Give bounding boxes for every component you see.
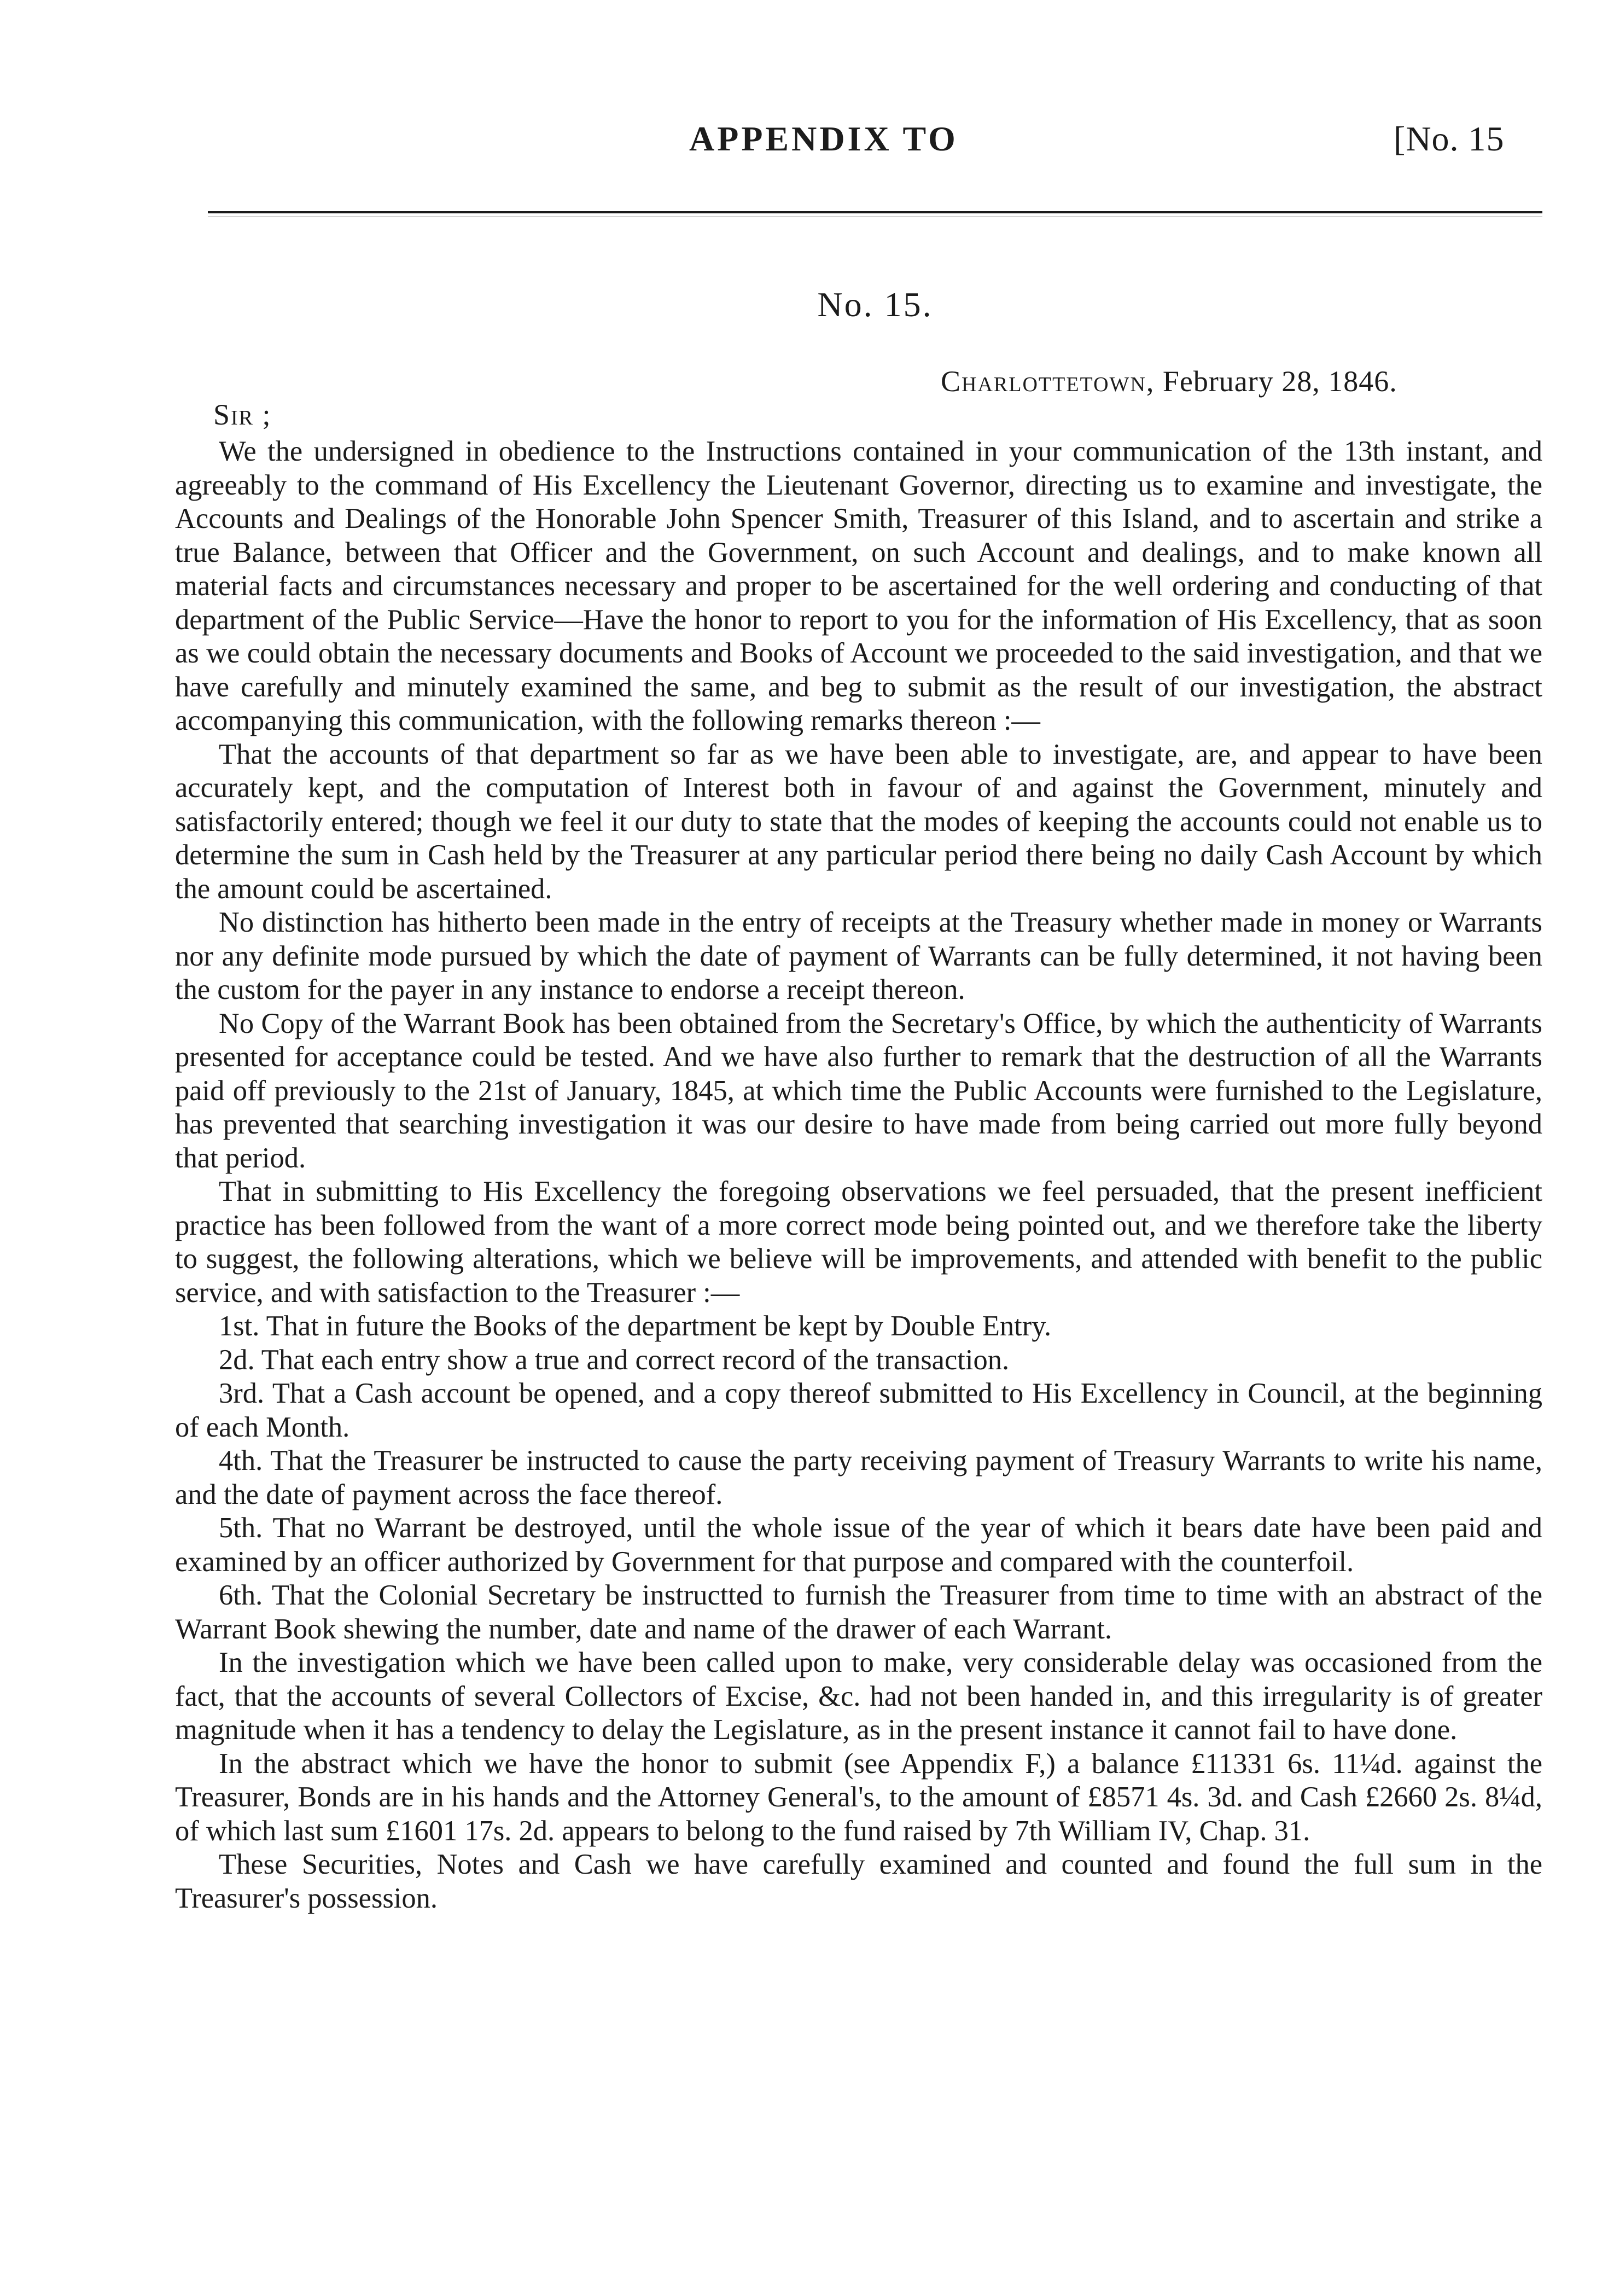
paragraph-intro: We the undersigned in obedience to the Instructions contained in your communication of the 13th instant, and agreeably to the command of His Excellency the Lieutenant Governor, directing us to examine and investigate, the Accounts and Dealings of the Honorable John Spencer Smith, Treasurer of this Island, and to ascertain and strike a true Balance, between that Officer and the Government, on such Account and dealings, and to make known all material facts and circumstances necessary and proper to be ascertained for the well ordering and conducting of that department of the Public Service—Have the honor to report to you for the information of His Excellency, that as soon as we could obtain the necessary documents and Books of Account we proceeded to the said investigation, and that we have carefully and minutely examined the same, and beg to submit as the result of our investigation, the abstract accompanying this communication, with the following remarks thereon :— (175, 435, 1542, 736)
paragraph-receipts: No distinction has hitherto been made in the entry of receipts at the Treasury whether made in money or Warrants nor any definite mode pursued by which the date of payment of Warrants can be fully determined, it not having been the custom for the payer in any instance to endorse a receipt thereon. (175, 906, 1542, 1005)
dateline-place: Charlottetown, (941, 365, 1155, 398)
paragraph-securities: These Securities, Notes and Cash we have carefully examined and counted and found the full sum in the Treasurer's possession. (175, 1849, 1542, 1914)
paragraph-balance: In the abstract which we have the honor to submit (see Appendix F,) a balance £11331 6s. 11¼d. against the Treasurer, Bonds are in his hands and the Attorney General's, to the amount of £8571 4s. 3d. and Cash £2660 2s. 8¼d, of which last sum £1601 17s. 2d. appears to belong to the fund raised by 7th William IV, Chap. 31. (175, 1747, 1542, 1847)
running-header (0, 112, 1608, 172)
header-rule (208, 211, 1542, 213)
paragraph-delay: In the investigation which we have been called upon to make, very considerable delay was occasioned from the fact, that the accounts of several Collectors of Excise, &c. had not been handed in, and this irregularity is of greater magnitude when it has a tendency to delay the Legislature, as in the present instance it cannot fail to have done. (175, 1647, 1542, 1746)
dateline-date: February 28, 1846. (1162, 365, 1397, 398)
recommendation-5: 5th. That no Warrant be destroyed, until the whole issue of the year of which it bears date have been paid and examined by an officer authorized by Government for that purpose and compared with the counterfoil. (175, 1512, 1542, 1578)
salutation: Sir ; (213, 398, 272, 431)
recommendation-2: 2d. That each entry show a true and correct record of the transaction. (219, 1344, 1010, 1376)
letter-body (175, 435, 1542, 1915)
dateline (941, 364, 1397, 398)
header-number: [No. 15 (1394, 119, 1505, 158)
paragraph-suggestions: That in submitting to His Excellency the foregoing observations we feel persuaded, that the present inefficient practice has been followed from the want of a more correct mode being pointed out, and we therefore take the liberty to suggest, the following alterations, which we believe will be improvements, and attended with benefit to the public service, and with satisfaction to the Treasurer :— (175, 1176, 1542, 1309)
recommendation-6: 6th. That the Colonial Secretary be instructted to furnish the Treasurer from time to time with an abstract of the Warrant Book shewing the number, date and name of the drawer of each Warrant. (175, 1579, 1542, 1645)
recommendation-3: 3rd. That a Cash account be opened, and a copy thereof submitted to His Excellency in Council, at the beginning of each Month. (175, 1377, 1542, 1443)
header-title: APPENDIX TO (689, 119, 958, 158)
document-number: No. 15. (817, 285, 933, 324)
recommendation-4: 4th. That the Treasurer be instructed to cause the party receiving payment of Treasury Warrants to write his name, and the date of payment across the face thereof. (175, 1445, 1542, 1510)
paragraph-accounts: That the accounts of that department so far as we have been able to investigate, are, and appear to have been accurately kept, and the computation of Interest both in favour of and against the Government, minutely and satisfactorily entered; though we feel it our duty to state that the modes of keeping the accounts could not enable us to determine the sum in Cash held by the Treasurer at any particular period there being no daily Cash Account by which the amount could be ascertained. (175, 738, 1542, 905)
recommendation-1: 1st. That in future the Books of the department be kept by Double Entry. (219, 1310, 1052, 1342)
paragraph-warrant-book: No Copy of the Warrant Book has been obtained from the Secretary's Office, by which the authenticity of Warrants presented for acceptance could be tested. And we have also further to remark that the destruction of all the Warrants paid off previously to the 21st of January, 1845, at which time the Public Accounts were furnished to the Legislature, has prevented that searching investigation it was our desire to have made from being carried out more fully beyond that period. (175, 1007, 1542, 1174)
